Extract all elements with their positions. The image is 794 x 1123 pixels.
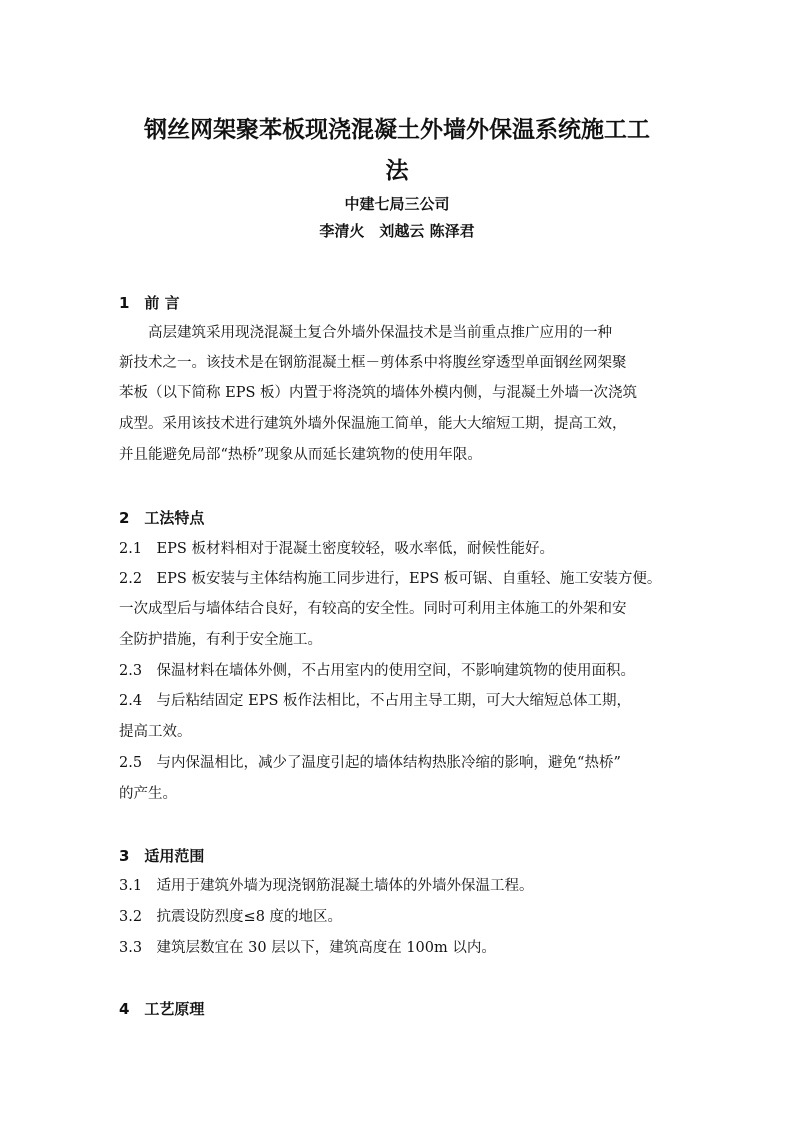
paragraph-line: 2.2 EPS 板安装与主体结构施工同步进行，EPS 板可锯、自重轻、施工安装方便。 — [119, 571, 662, 587]
paragraph-line: 一次成型后与墙体结合良好，有较高的安全性。同时可利用主体施工的外架和安 — [119, 601, 627, 617]
document-title-line-1: 钢丝网架聚苯板现浇混凝土外墙外保温系统施工工 — [144, 117, 650, 143]
paragraph-line: 新技术之一。该技术是在钢筋混凝土框－剪体系中将腹丝穿透型单面钢丝网架聚 — [119, 355, 627, 371]
paragraph-line: 2.1 EPS 板材料相对于混凝土密度较轻，吸水率低，耐候性能好。 — [119, 541, 554, 557]
paragraph-line: 2.5 与内保温相比，减少了温度引起的墙体结构热胀冷缩的影响，避免“热桥” — [119, 755, 621, 771]
section-heading-preface: 1 前 言 — [119, 294, 180, 312]
paragraph-line: 全防护措施，有利于安全施工。 — [119, 632, 322, 648]
paragraph-line: 3.3 建筑层数宜在 30 层以下，建筑高度在 100m 以内。 — [119, 940, 496, 956]
section-heading-scope: 3 适用范围 — [119, 847, 205, 865]
document-title-line-2: 法 — [385, 158, 409, 184]
organization: 中建七局三公司 — [344, 195, 450, 213]
paragraph-line: 并且能避免局部“热桥”现象从而延长建筑物的使用年限。 — [119, 447, 482, 463]
section-heading-principle: 4 工艺原理 — [119, 1000, 205, 1018]
paragraph-line: 的产生。 — [119, 786, 177, 802]
paragraph-line: 2.3 保温材料在墙体外侧，不占用室内的使用空间，不影响建筑物的使用面积。 — [119, 663, 636, 679]
authors: 李清火 刘越云 陈泽君 — [319, 222, 475, 240]
paragraph-line: 3.2 抗震设防烈度≤8 度的地区。 — [119, 909, 343, 925]
section-heading-features: 2 工法特点 — [119, 509, 205, 527]
paragraph-line: 高层建筑采用现浇混凝土复合外墙外保温技术是当前重点推广应用的一种 — [148, 325, 612, 341]
paragraph-line: 成型。采用该技术进行建筑外墙外保温施工简单，能大大缩短工期，提高工效， — [119, 416, 627, 432]
paragraph-line: 2.4 与后粘结固定 EPS 板作法相比，不占用主导工期，可大大缩短总体工期， — [119, 693, 632, 709]
paragraph-line: 苯板（以下简称 EPS 板）内置于将浇筑的墙体外模内侧，与混凝土外墙一次浇筑 — [119, 385, 637, 401]
paragraph-line: 提高工效。 — [119, 724, 192, 740]
paragraph-line: 3.1 适用于建筑外墙为现浇钢筋混凝土墙体的外墙外保温工程。 — [119, 878, 534, 894]
